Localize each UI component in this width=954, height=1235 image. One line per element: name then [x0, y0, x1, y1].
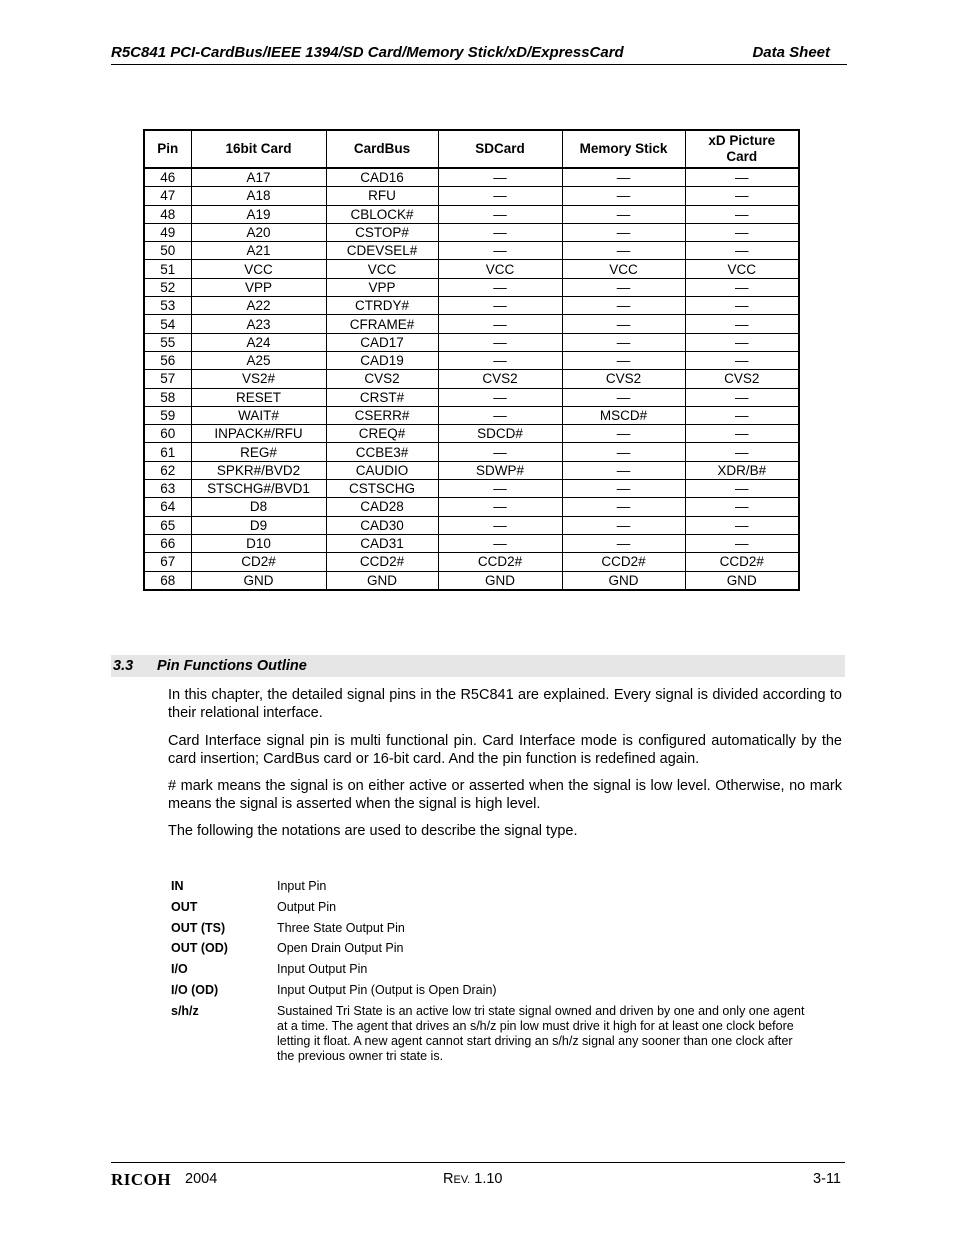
rev-number: 1.10 — [474, 1171, 503, 1187]
notation-term: IN — [171, 879, 184, 893]
table-row — [144, 388, 799, 406]
table-cell: CVS2 — [438, 370, 562, 388]
table-cell: 62 — [144, 461, 191, 479]
table-cell: CVS2 — [562, 370, 685, 388]
table-row — [144, 205, 799, 223]
table-cell: — — [438, 498, 562, 516]
table-cell: CDEVSEL# — [326, 242, 438, 260]
table-cell: — — [562, 297, 685, 315]
table-cell: — — [685, 205, 799, 223]
table-cell: D8 — [191, 498, 326, 516]
rev-prefix: R — [443, 1171, 454, 1187]
table-cell: A20 — [191, 223, 326, 241]
table-cell: CAD28 — [326, 498, 438, 516]
page-number: 3-11 — [813, 1171, 841, 1187]
column-header: CardBus — [326, 130, 438, 168]
table-cell: CD2# — [191, 553, 326, 571]
table-cell: — — [562, 443, 685, 461]
table-cell: GND — [326, 571, 438, 590]
table-cell: — — [562, 425, 685, 443]
paragraph: The following the notations are used to describe the signal type. — [168, 823, 578, 839]
table-cell: 47 — [144, 187, 191, 205]
table-cell: VPP — [326, 278, 438, 296]
table-cell: CVS2 — [685, 370, 799, 388]
table-cell: — — [562, 388, 685, 406]
table-cell: WAIT# — [191, 406, 326, 424]
table-cell: 60 — [144, 425, 191, 443]
notation-term: OUT — [171, 900, 198, 914]
table-cell: — — [685, 480, 799, 498]
footer-year: 2004 — [185, 1171, 218, 1187]
table-cell: 54 — [144, 315, 191, 333]
table-cell: CAD17 — [326, 333, 438, 351]
table-cell: XDR/B# — [685, 461, 799, 479]
table-cell: RESET — [191, 388, 326, 406]
table-row — [144, 315, 799, 333]
table-cell: 57 — [144, 370, 191, 388]
table-cell: 50 — [144, 242, 191, 260]
table-row — [144, 333, 799, 351]
table-row — [144, 461, 799, 479]
table-cell: CCD2# — [562, 553, 685, 571]
table-cell: — — [562, 351, 685, 369]
table-cell: CCD2# — [685, 553, 799, 571]
table-row — [144, 553, 799, 571]
table-cell: 63 — [144, 480, 191, 498]
table-cell: SDWP# — [438, 461, 562, 479]
table-row — [144, 425, 799, 443]
notation-term: s/h/z — [171, 1004, 199, 1018]
table-cell: 55 — [144, 333, 191, 351]
table-cell: D10 — [191, 534, 326, 552]
section-number: 3.3 — [113, 658, 134, 674]
table-cell: 56 — [144, 351, 191, 369]
table-cell: — — [685, 388, 799, 406]
table-cell: — — [438, 351, 562, 369]
table-row — [144, 297, 799, 315]
table-cell: 51 — [144, 260, 191, 278]
table-cell: — — [562, 333, 685, 351]
table-cell: 67 — [144, 553, 191, 571]
table-cell: 64 — [144, 498, 191, 516]
table-cell: CSTSCHG — [326, 480, 438, 498]
column-header: SDCard — [438, 130, 562, 168]
table-cell: 59 — [144, 406, 191, 424]
table-cell: — — [438, 187, 562, 205]
notation-desc: Output Pin — [277, 900, 337, 914]
table-cell: — — [438, 205, 562, 223]
table-cell: — — [685, 498, 799, 516]
table-cell: A22 — [191, 297, 326, 315]
table-cell: 48 — [144, 205, 191, 223]
notation-desc: Open Drain Output Pin — [277, 941, 404, 955]
table-cell: 46 — [144, 168, 191, 187]
table-row — [144, 534, 799, 552]
table-row — [144, 516, 799, 534]
table-cell: VCC — [438, 260, 562, 278]
table-cell: — — [562, 534, 685, 552]
table-cell: — — [685, 443, 799, 461]
header-title: R5C841 PCI-CardBus/IEEE 1394/SD Card/Memory Stick/xD/ExpressCard — [111, 44, 624, 61]
notation-desc: Sustained Tri State is an active low tri state signal owned and driven by one and only one agent at a time. The agent that drives an s/h/z pin low must drive it high for at least one clock before letting it float. A new agent cannot start driving an s/h/z signal any sooner than one clock after the previous owner tri state is. — [277, 1004, 805, 1063]
table-cell: — — [685, 223, 799, 241]
table-cell: — — [438, 297, 562, 315]
paragraph: Card Interface signal pin is multi functional pin. Card Interface mode is configured automatically by the card insertion; CardBus card or 16-bit card. And the pin function is redefined again. — [168, 733, 842, 767]
table-cell: — — [685, 278, 799, 296]
table-cell: — — [685, 242, 799, 260]
table-cell: 58 — [144, 388, 191, 406]
rev-small: EV. — [453, 1174, 471, 1186]
notation-term: I/O (OD) — [171, 983, 219, 997]
table-cell: — — [562, 168, 685, 187]
table-row — [144, 278, 799, 296]
table-cell: — — [438, 516, 562, 534]
table-cell: CTRDY# — [326, 297, 438, 315]
table-cell: 68 — [144, 571, 191, 590]
table-cell: VCC — [326, 260, 438, 278]
section-title: Pin Functions Outline — [157, 658, 307, 674]
table-cell: — — [438, 443, 562, 461]
notation-desc: Input Output Pin (Output is Open Drain) — [277, 983, 497, 997]
table-cell: — — [562, 315, 685, 333]
table-row — [144, 571, 799, 590]
page-header — [111, 42, 847, 65]
table-cell: VCC — [685, 260, 799, 278]
table-row — [144, 223, 799, 241]
table-cell: VS2# — [191, 370, 326, 388]
table-cell: — — [685, 516, 799, 534]
table-cell: — — [438, 242, 562, 260]
table-cell: 61 — [144, 443, 191, 461]
table-cell: — — [438, 223, 562, 241]
table-header-row — [144, 130, 799, 168]
table-cell: — — [685, 187, 799, 205]
table-cell: — — [562, 223, 685, 241]
table-row — [144, 406, 799, 424]
table-cell: A17 — [191, 168, 326, 187]
table-cell: 52 — [144, 278, 191, 296]
table-cell: CAD19 — [326, 351, 438, 369]
table-cell: STSCHG#/BVD1 — [191, 480, 326, 498]
table-cell: A18 — [191, 187, 326, 205]
table-cell: — — [562, 480, 685, 498]
table-cell: — — [685, 534, 799, 552]
notation-desc: Input Output Pin — [277, 962, 368, 976]
table-cell: — — [438, 480, 562, 498]
table-cell: CCD2# — [438, 553, 562, 571]
table-cell: VCC — [562, 260, 685, 278]
table-body — [144, 168, 799, 590]
table-cell: 49 — [144, 223, 191, 241]
table-cell: GND — [191, 571, 326, 590]
table-cell: — — [562, 187, 685, 205]
table-cell: CFRAME# — [326, 315, 438, 333]
table-cell: D9 — [191, 516, 326, 534]
notation-term: I/O — [171, 962, 188, 976]
section-heading — [111, 655, 845, 677]
table-cell: MSCD# — [562, 406, 685, 424]
table-cell: — — [562, 498, 685, 516]
table-cell: — — [685, 315, 799, 333]
notation-term: OUT (TS) — [171, 921, 226, 935]
column-header-label: xD Picture Card — [708, 133, 776, 164]
table-cell: — — [685, 351, 799, 369]
table-row — [144, 498, 799, 516]
table-row — [144, 187, 799, 205]
table-cell: GND — [438, 571, 562, 590]
table-cell: CVS2 — [326, 370, 438, 388]
table-cell: — — [685, 406, 799, 424]
table-cell: CREQ# — [326, 425, 438, 443]
notation-desc: Input Pin — [277, 879, 327, 893]
table-cell: REG# — [191, 443, 326, 461]
table-row — [144, 480, 799, 498]
table-cell: CCBE3# — [326, 443, 438, 461]
table-cell: — — [562, 205, 685, 223]
table-cell: CAD16 — [326, 168, 438, 187]
table-cell: 66 — [144, 534, 191, 552]
table-cell: 53 — [144, 297, 191, 315]
table-row — [144, 260, 799, 278]
pin-assignment-table — [143, 129, 800, 591]
notation-term: OUT (OD) — [171, 941, 228, 955]
paragraph: In this chapter, the detailed signal pins in the R5C841 are explained. Every signal is divided according to their relational interface. — [168, 687, 842, 721]
table-cell: — — [438, 534, 562, 552]
column-header — [685, 130, 799, 168]
table-cell: GND — [685, 571, 799, 590]
table-cell: — — [685, 297, 799, 315]
table-cell: CAUDIO — [326, 461, 438, 479]
header-doc-type: Data Sheet — [752, 44, 830, 61]
table-cell: A19 — [191, 205, 326, 223]
column-header: 16bit Card — [191, 130, 326, 168]
table-cell: — — [685, 333, 799, 351]
table-cell: INPACK#/RFU — [191, 425, 326, 443]
table-cell: CAD31 — [326, 534, 438, 552]
ricoh-logo: RICOH — [111, 1170, 172, 1189]
table-cell: — — [438, 315, 562, 333]
table-row — [144, 168, 799, 187]
table-cell: — — [438, 168, 562, 187]
table-cell: CAD30 — [326, 516, 438, 534]
table-cell: CCD2# — [326, 553, 438, 571]
notation-desc: Three State Output Pin — [277, 921, 405, 935]
table-row — [144, 443, 799, 461]
paragraph: # mark means the signal is on either active or asserted when the signal is low level. Otherwise, no mark means the signal is asserted when the signal is high level. — [168, 778, 842, 812]
table-cell: GND — [562, 571, 685, 590]
table-cell: A21 — [191, 242, 326, 260]
table-cell: VCC — [191, 260, 326, 278]
table-cell: — — [685, 168, 799, 187]
table-cell: — — [438, 388, 562, 406]
table-cell: — — [562, 516, 685, 534]
table-cell: SPKR#/BVD2 — [191, 461, 326, 479]
page-footer — [111, 1162, 845, 1193]
table-cell: 65 — [144, 516, 191, 534]
table-cell: CBLOCK# — [326, 205, 438, 223]
table-cell: CRST# — [326, 388, 438, 406]
table-cell: A25 — [191, 351, 326, 369]
column-header: Pin — [144, 130, 191, 168]
table-cell: VPP — [191, 278, 326, 296]
table-cell: A24 — [191, 333, 326, 351]
table-cell: — — [438, 278, 562, 296]
table-row — [144, 351, 799, 369]
table-cell: — — [562, 278, 685, 296]
table-row — [144, 242, 799, 260]
table-cell: — — [562, 461, 685, 479]
table-cell: SDCD# — [438, 425, 562, 443]
table-cell: — — [438, 333, 562, 351]
column-header: Memory Stick — [562, 130, 685, 168]
table-row — [144, 370, 799, 388]
table-cell: — — [685, 425, 799, 443]
footer-revision — [443, 1171, 502, 1187]
table-cell: — — [562, 242, 685, 260]
table-cell: CSERR# — [326, 406, 438, 424]
table-cell: RFU — [326, 187, 438, 205]
table-cell: CSTOP# — [326, 223, 438, 241]
table-cell: A23 — [191, 315, 326, 333]
table-cell: — — [438, 406, 562, 424]
